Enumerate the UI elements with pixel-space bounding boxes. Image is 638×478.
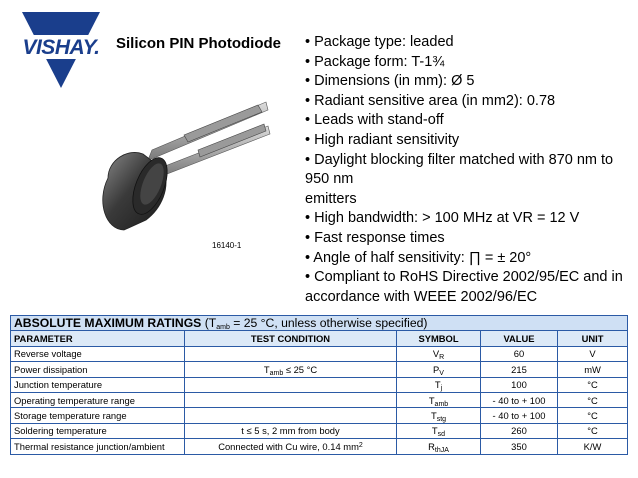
- cell-symbol: $T_{amb}$: [397, 392, 481, 407]
- cell-value: 350: [481, 439, 558, 454]
- cell-symbol: $T_j$: [397, 377, 481, 392]
- cell-parameter: Junction temperature: [11, 377, 185, 392]
- cell-test-condition: Connected with Cu wire, 0.14 $mm^2$: [185, 439, 397, 454]
- product-title: Silicon PIN Photodiode: [116, 35, 281, 52]
- feature-item: • High radiant sensitivity: [305, 131, 460, 148]
- table-body: [11, 346, 628, 454]
- header-unit: UNIT: [558, 331, 628, 346]
- absolute-maximum-ratings-table: [10, 315, 628, 455]
- header-value: VALUE: [481, 331, 558, 346]
- table-row: [11, 377, 628, 392]
- cell-parameter: Reverse voltage: [11, 346, 185, 361]
- cell-unit: °C: [558, 423, 628, 438]
- feature-item: • Fast response times: [305, 229, 445, 246]
- logo-text: VISHAY.: [22, 36, 100, 59]
- feature-item: • Dimensions (in mm): Ø 5: [305, 73, 475, 90]
- feature-list: [305, 33, 630, 307]
- cell-test-condition: [185, 377, 397, 392]
- table-row: [11, 439, 628, 454]
- cell-parameter: Thermal resistance junction/ambient: [11, 439, 185, 454]
- cell-value: - 40 to + 100: [481, 408, 558, 423]
- cell-value: 60: [481, 346, 558, 361]
- cell-test-condition: t ≤ 5 s, 2 mm from body: [185, 423, 397, 438]
- cell-value: 215: [481, 362, 558, 377]
- figure-label: 16140-1: [212, 241, 242, 250]
- photodiode-illustration: [88, 90, 298, 260]
- header-parameter: PARAMETER: [11, 331, 185, 346]
- table-row: [11, 392, 628, 407]
- cell-unit: °C: [558, 377, 628, 392]
- table-row: [11, 362, 628, 377]
- table-row: [11, 346, 628, 361]
- header-symbol: SYMBOL: [397, 331, 481, 346]
- feature-item: • Daylight blocking filter matched with 870 nm to 950 nm: [305, 151, 614, 188]
- table-header-row: [11, 331, 628, 346]
- cell-value: 260: [481, 423, 558, 438]
- cell-unit: °C: [558, 392, 628, 407]
- table-row: [11, 408, 628, 423]
- cell-value: 100: [481, 377, 558, 392]
- cell-parameter: Operating temperature range: [11, 392, 185, 407]
- cell-symbol: $V_R$: [397, 346, 481, 361]
- table-row: [11, 423, 628, 438]
- cell-symbol: $T_{stg}$: [397, 408, 481, 423]
- feature-item: • High bandwidth: > 100 MHz at VR = 12 V: [305, 210, 580, 227]
- header-test-condition: TEST CONDITION: [185, 331, 397, 346]
- feature-item: • Radiant sensitive area (in mm2): 0.78: [305, 92, 556, 109]
- cell-parameter: Power dissipation: [11, 362, 185, 377]
- table-title-row: [11, 316, 628, 331]
- photodiode-drawing: [88, 90, 298, 260]
- feature-item: accordance with WEEE 2002/96/EC: [305, 288, 538, 305]
- table-title: ABSOLUTE MAXIMUM RATINGS ($T_{amb} = 25$ °C, unless otherwise specified): [11, 316, 628, 331]
- cell-unit: mW: [558, 362, 628, 377]
- vishay-logo: [14, 12, 108, 90]
- feature-item: • Package form: T-1¾: [305, 53, 445, 70]
- cell-unit: °C: [558, 408, 628, 423]
- feature-item: • Leads with stand-off: [305, 112, 444, 129]
- cell-symbol: $R_{thJA}$: [397, 439, 481, 454]
- cell-test-condition: [185, 392, 397, 407]
- cell-symbol: $T_{sd}$: [397, 423, 481, 438]
- feature-item: • Compliant to RoHS Directive 2002/95/EC and in: [305, 269, 623, 286]
- cell-test-condition: [185, 346, 397, 361]
- feature-item: • Package type: leaded: [305, 34, 454, 50]
- cell-unit: K/W: [558, 439, 628, 454]
- cell-parameter: Storage temperature range: [11, 408, 185, 423]
- cell-parameter: Soldering temperature: [11, 423, 185, 438]
- cell-unit: V: [558, 346, 628, 361]
- feature-item: emitters: [305, 190, 357, 207]
- cell-symbol: $P_V$: [397, 362, 481, 377]
- feature-item: • Angle of half sensitivity: ∏ = ± 20°: [305, 249, 532, 266]
- cell-test-condition: [185, 408, 397, 423]
- cell-test-condition: $T_{amb} \le 25$ °C: [185, 362, 397, 377]
- cell-value: - 40 to + 100: [481, 392, 558, 407]
